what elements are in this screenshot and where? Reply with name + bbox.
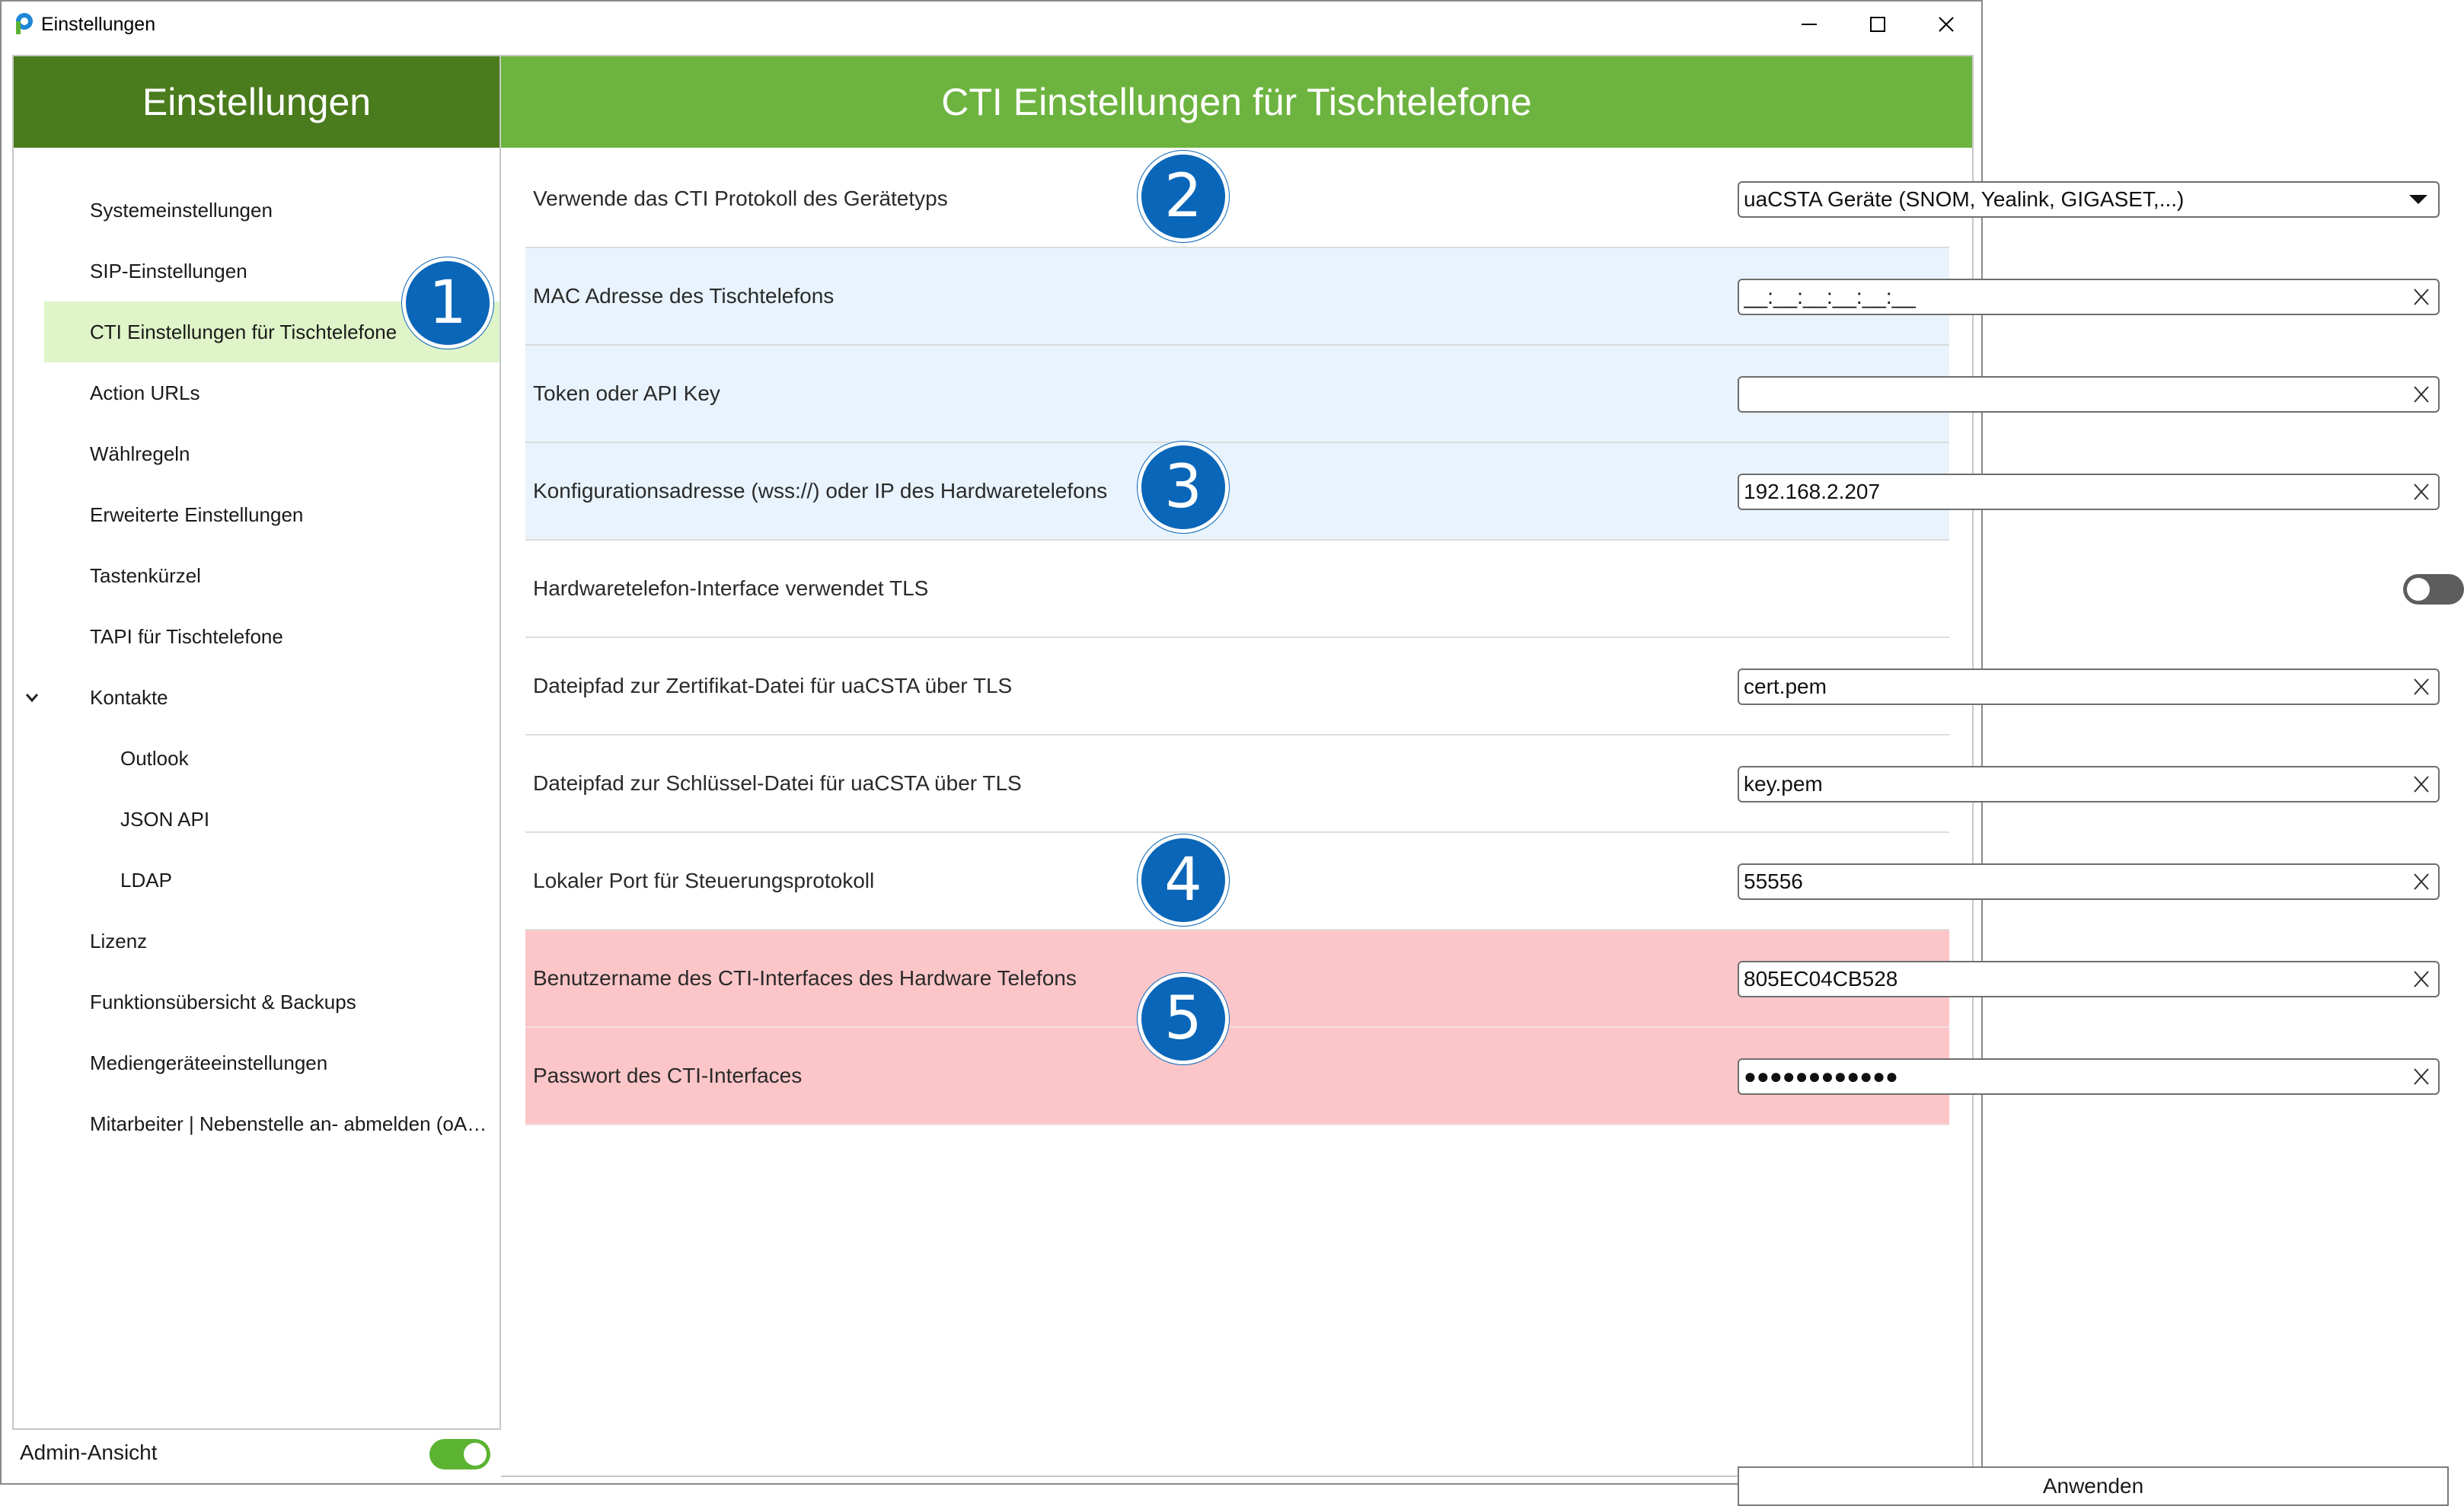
key-path-input[interactable] bbox=[1744, 767, 2399, 801]
token-input[interactable] bbox=[1744, 378, 2399, 411]
setting-label: MAC Adresse des Tischtelefons bbox=[533, 284, 835, 308]
sidebar-item-ldap[interactable] bbox=[14, 850, 500, 911]
setting-row-port bbox=[525, 833, 1949, 930]
port-field bbox=[1738, 863, 2440, 900]
sidebar-item-erweiterte-einstellungen[interactable] bbox=[14, 484, 500, 545]
username-field bbox=[1738, 961, 2440, 997]
apply-button[interactable]: Anwenden bbox=[1738, 1466, 2449, 1506]
sidebar-item-mediengeraete[interactable] bbox=[14, 1032, 500, 1093]
setting-label: Dateipfad zur Zertifikat-Datei für uaCSTA über TLS bbox=[533, 674, 1013, 697]
sidebar-item-label: Systemeinstellungen bbox=[90, 198, 273, 222]
setting-row-token bbox=[525, 346, 1949, 443]
sidebar-header bbox=[14, 56, 500, 148]
sidebar-item-label: Mediengeräteeinstellungen bbox=[90, 1051, 328, 1074]
sidebar-item-label: Outlook bbox=[120, 746, 189, 770]
clear-icon[interactable] bbox=[2409, 869, 2434, 894]
page-title: CTI Einstellungen für Tischtelefone bbox=[941, 81, 1532, 123]
sidebar-item-label: JSON API bbox=[120, 807, 210, 831]
username-input[interactable] bbox=[1744, 962, 2399, 996]
setting-row-key bbox=[525, 735, 1949, 833]
mac-address-field bbox=[1738, 279, 2440, 315]
admin-view-label: Admin-Ansicht bbox=[20, 1441, 158, 1464]
setting-row-password bbox=[525, 1028, 1949, 1125]
tls-toggle[interactable] bbox=[2403, 574, 2464, 605]
clear-icon[interactable] bbox=[2409, 285, 2434, 309]
setting-row-protocol bbox=[525, 151, 2185, 248]
dropdown-arrow-icon bbox=[2409, 195, 2427, 204]
sidebar-item-label: Kontakte bbox=[90, 685, 168, 709]
sidebar-item-lizenz[interactable] bbox=[14, 911, 500, 972]
config-address-field bbox=[1738, 474, 2440, 510]
setting-label: Hardwaretelefon-Interface verwendet TLS bbox=[533, 576, 929, 600]
sidebar-item-tapi[interactable] bbox=[14, 606, 500, 667]
main-header bbox=[501, 56, 1972, 148]
sidebar-item-label: Action URLs bbox=[90, 381, 200, 404]
setting-label: Dateipfad zur Schlüssel-Datei für uaCSTA über TLS bbox=[533, 771, 1022, 795]
callout-badge-2: 2 bbox=[1138, 151, 1229, 242]
sidebar-item-label: Erweiterte Einstellungen bbox=[90, 503, 304, 526]
setting-label: Konfigurationsadresse (wss://) oder IP des Hardwaretelefons bbox=[533, 479, 1108, 503]
close-button[interactable] bbox=[1911, 2, 1981, 47]
setting-label: Passwort des CTI-Interfaces bbox=[533, 1064, 803, 1087]
callout-badge-3: 3 bbox=[1138, 442, 1229, 533]
sidebar-item-label: CTI Einstellungen für Tischtelefone bbox=[90, 320, 397, 343]
sidebar-item-waehlregeln[interactable] bbox=[14, 423, 500, 484]
sidebar-item-label: Funktionsübersicht & Backups bbox=[90, 990, 356, 1013]
protocol-select[interactable] bbox=[1738, 181, 2440, 218]
clear-icon[interactable] bbox=[2409, 675, 2434, 699]
password-field bbox=[1738, 1058, 2440, 1095]
sidebar-item-label: SIP-Einstellungen bbox=[90, 259, 247, 282]
config-address-input[interactable] bbox=[1744, 475, 2399, 509]
maximize-icon bbox=[1868, 14, 1888, 34]
setting-row-config-address bbox=[525, 443, 1949, 541]
clear-icon[interactable] bbox=[2409, 382, 2434, 407]
toggle-knob bbox=[2407, 578, 2430, 601]
sidebar-item-outlook[interactable] bbox=[14, 728, 500, 789]
title-bar bbox=[2, 2, 1981, 47]
setting-label: Lokaler Port für Steuerungsprotokoll bbox=[533, 869, 875, 892]
sidebar-title: Einstellungen bbox=[142, 81, 372, 123]
clear-icon[interactable] bbox=[2409, 967, 2434, 991]
mac-address-input[interactable] bbox=[1744, 280, 2399, 314]
sidebar-item-systemeinstellungen[interactable] bbox=[14, 180, 500, 241]
token-field bbox=[1738, 376, 2440, 413]
admin-view-footer bbox=[12, 1431, 501, 1477]
sidebar-item-label: Lizenz bbox=[90, 929, 148, 952]
callout-badge-4: 4 bbox=[1138, 834, 1229, 926]
clear-icon[interactable] bbox=[2409, 480, 2434, 504]
minimize-icon bbox=[1799, 14, 1819, 34]
minimize-button[interactable] bbox=[1774, 2, 1844, 47]
sidebar-item-action-urls[interactable] bbox=[14, 362, 500, 423]
sidebar-item-json-api[interactable] bbox=[14, 789, 500, 850]
callout-badge-5: 5 bbox=[1138, 973, 1229, 1064]
clear-icon[interactable] bbox=[2409, 1064, 2434, 1089]
callout-badge-1: 1 bbox=[402, 257, 493, 349]
cert-path-input[interactable] bbox=[1744, 670, 2399, 704]
password-input[interactable] bbox=[1744, 1060, 2399, 1093]
sidebar-item-label: TAPI für Tischtelefone bbox=[90, 624, 283, 648]
sidebar-item-label: Tastenkürzel bbox=[90, 563, 201, 587]
setting-row-mac bbox=[525, 248, 1949, 346]
settings-main-panel bbox=[501, 55, 2185, 1498]
clear-icon[interactable] bbox=[2409, 772, 2434, 796]
setting-row-cert bbox=[525, 638, 1949, 735]
close-icon bbox=[1936, 14, 1956, 34]
settings-form bbox=[525, 151, 2185, 1125]
key-path-field bbox=[1738, 766, 2440, 802]
app-logo-icon bbox=[14, 12, 35, 35]
cert-path-field bbox=[1738, 668, 2440, 705]
toggle-knob bbox=[464, 1443, 487, 1466]
sidebar-item-mitarbeiter[interactable] bbox=[14, 1093, 500, 1154]
sidebar-item-label: Mitarbeiter | Nebenstelle an- abmelden (oA… bbox=[90, 1112, 487, 1135]
protocol-select-value: uaCSTA Geräte (SNOM, Yealink, GIGASET,...) bbox=[1744, 187, 2185, 211]
sidebar-item-label: LDAP bbox=[120, 868, 172, 892]
setting-label: Verwende das CTI Protokoll des Gerätetyps bbox=[533, 187, 948, 210]
setting-label: Token oder API Key bbox=[533, 381, 720, 405]
sidebar-item-funktionsuebersicht[interactable] bbox=[14, 972, 500, 1032]
setting-label: Benutzername des CTI-Interfaces des Hardware Telefons bbox=[533, 966, 1077, 990]
sidebar-item-kontakte[interactable] bbox=[14, 667, 500, 728]
maximize-button[interactable] bbox=[1843, 2, 1913, 47]
admin-view-toggle[interactable] bbox=[429, 1439, 490, 1469]
setting-row-tls bbox=[525, 541, 1949, 638]
sidebar-item-tastenkuerzel[interactable] bbox=[14, 545, 500, 606]
window-title: Einstellungen bbox=[41, 14, 156, 35]
setting-row-username bbox=[525, 930, 1949, 1028]
port-input[interactable] bbox=[1744, 865, 2399, 898]
chevron-down-icon[interactable] bbox=[23, 688, 41, 707]
sidebar-item-label: Wählregeln bbox=[90, 442, 190, 465]
